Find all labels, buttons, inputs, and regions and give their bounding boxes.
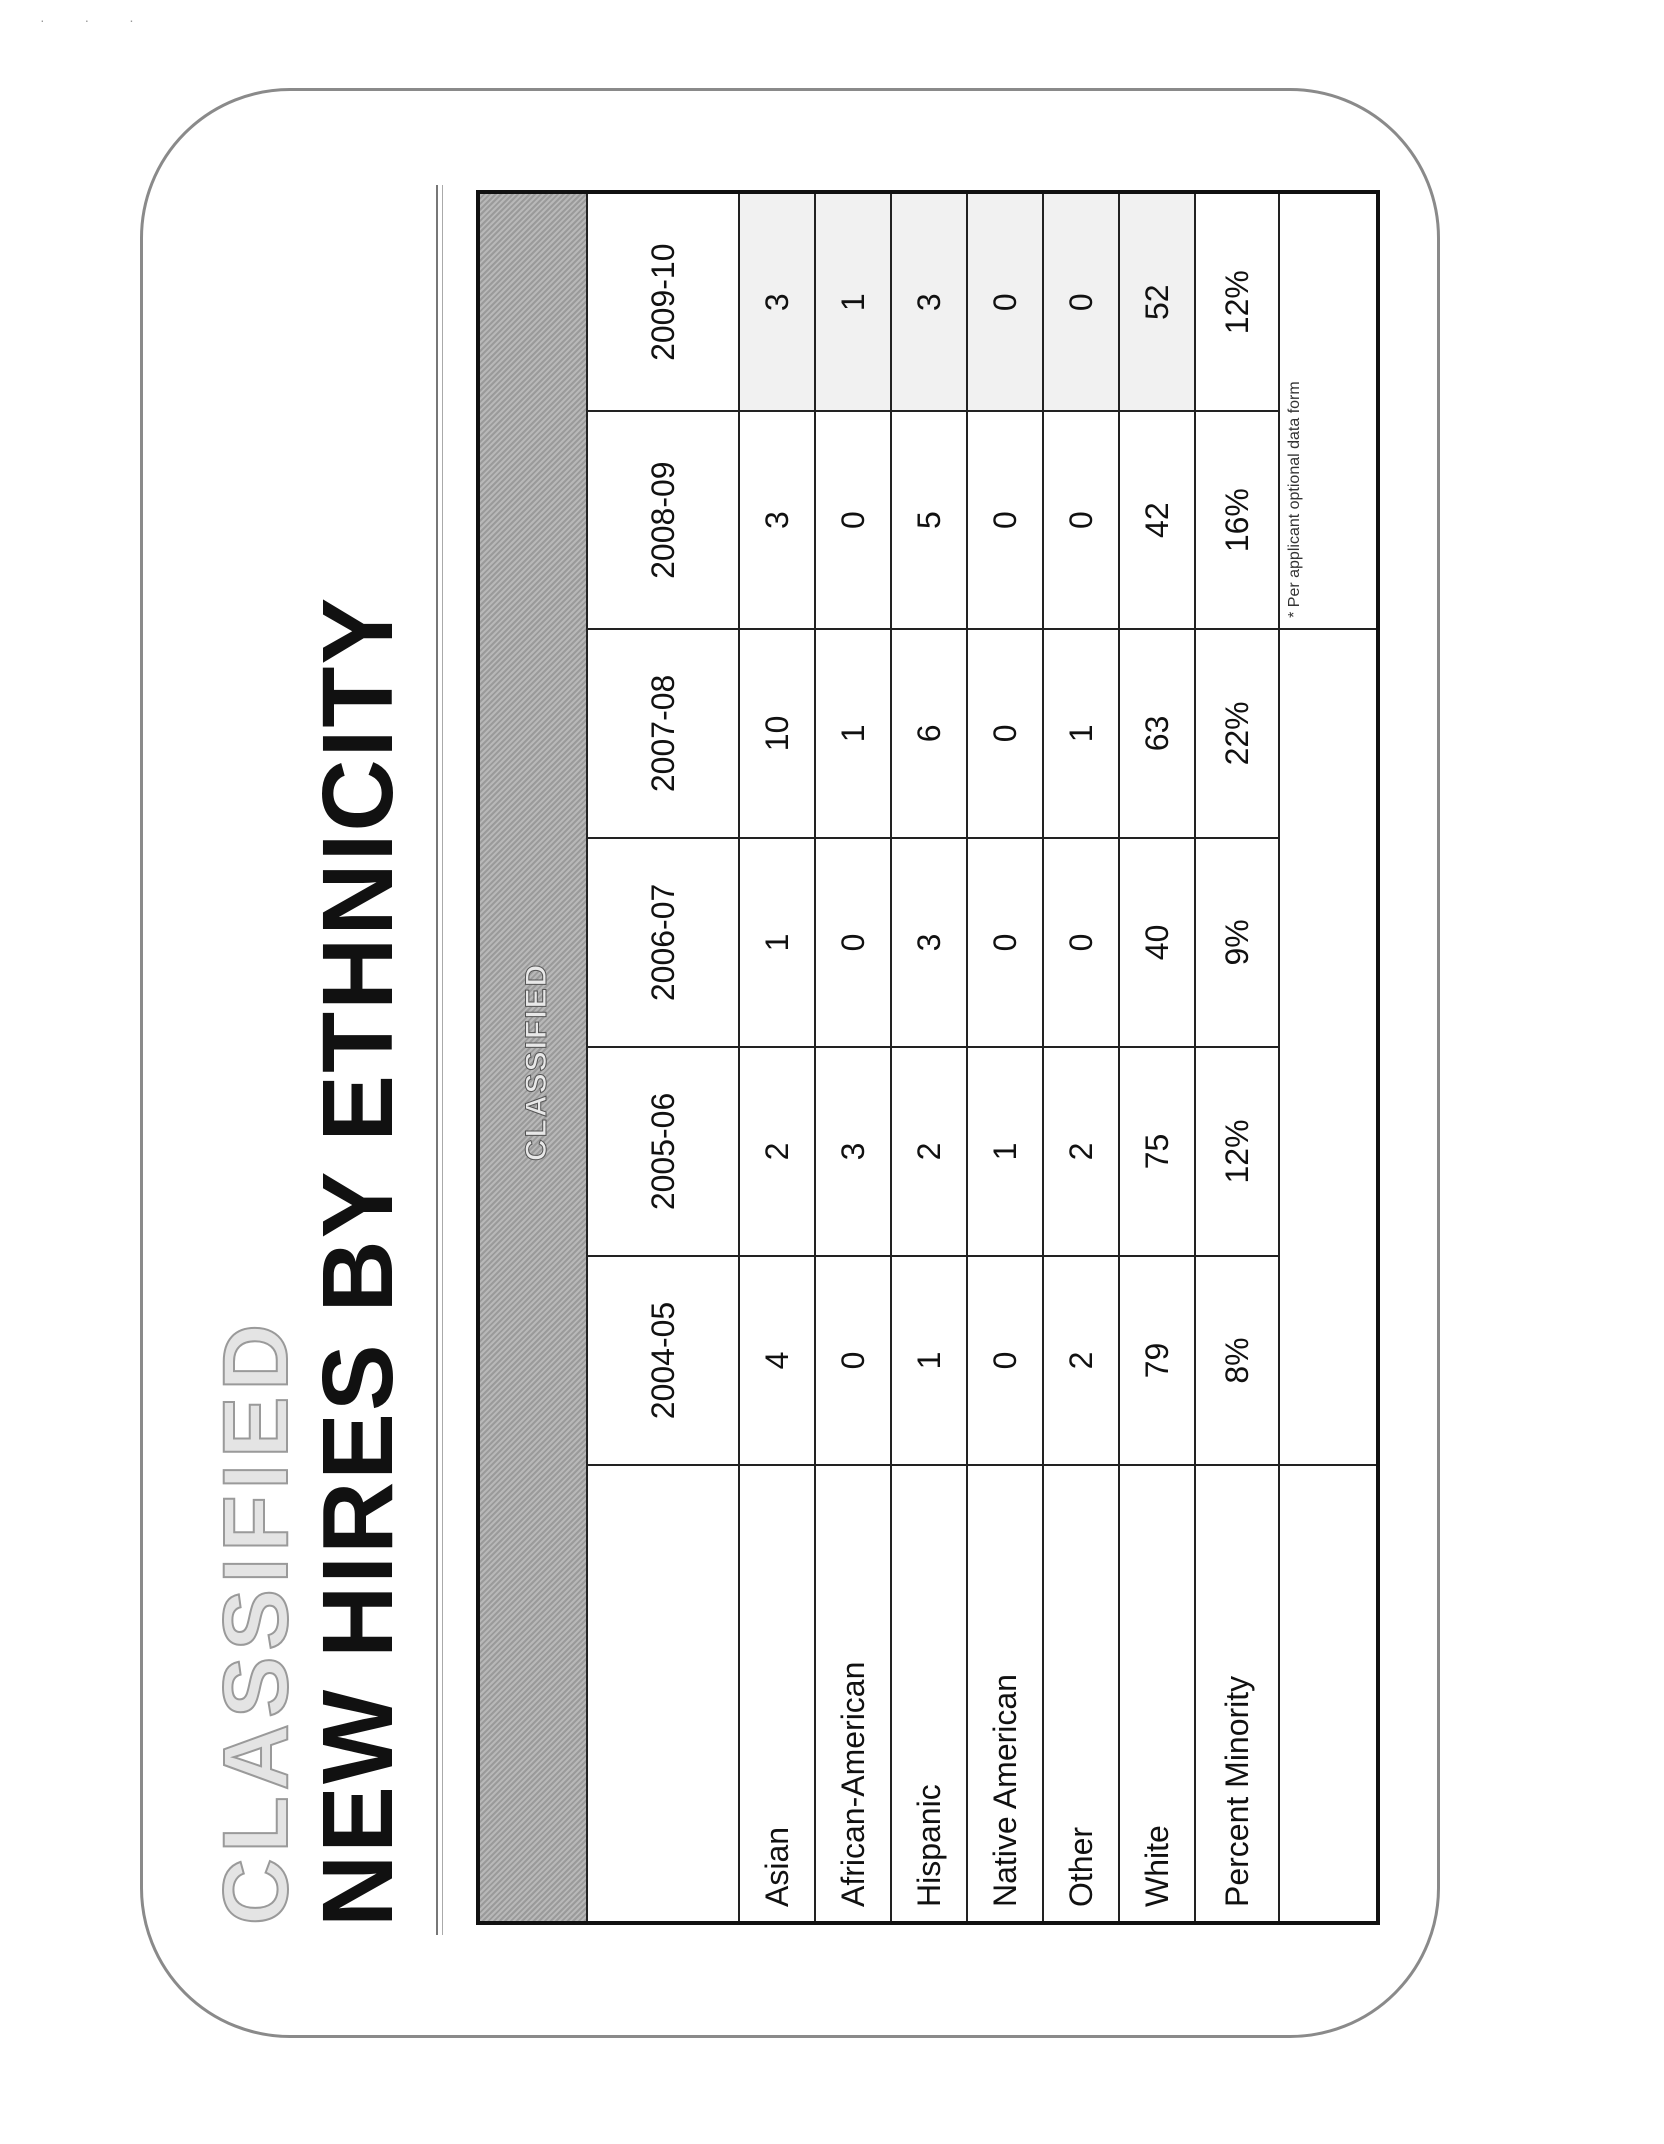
footnote-row: [1279, 192, 1378, 1923]
table-cell: 63: [1119, 629, 1195, 838]
table-cell: 0: [1043, 838, 1119, 1047]
year-header-4: 2008-09: [587, 411, 739, 628]
table-cell: 12%: [1195, 192, 1279, 411]
table-cell: 0: [1043, 411, 1119, 628]
table-cell: 0: [1043, 192, 1119, 411]
row-label: African-American: [815, 1465, 891, 1923]
row-label: Hispanic: [891, 1465, 967, 1923]
page-title: NEW HIRES BY ETHNICITY: [302, 595, 414, 1927]
table-cell: 3: [891, 838, 967, 1047]
year-header-3: 2007-08: [587, 629, 739, 838]
table-cell: 0: [815, 411, 891, 628]
table-cell: 3: [739, 411, 815, 628]
table-cell: 79: [1119, 1256, 1195, 1465]
row-label: Other: [1043, 1465, 1119, 1923]
table-cell: 1: [891, 1256, 967, 1465]
table-band-row: [478, 192, 587, 1923]
table-row-percent-minority: [1195, 192, 1279, 1923]
table-cell: 2: [739, 1047, 815, 1256]
table-cell: 0: [815, 838, 891, 1047]
footnote-blank-cell: [1279, 1465, 1378, 1923]
table-cell: 0: [815, 1256, 891, 1465]
row-label: Percent Minority: [1195, 1465, 1279, 1923]
year-header-2: 2006-07: [587, 838, 739, 1047]
table-cell: 0: [967, 192, 1043, 411]
band-label: CLASSIFIED: [520, 962, 553, 1161]
table-cell: 10: [739, 629, 815, 838]
year-header-0: 2004-05: [587, 1256, 739, 1465]
table-row: [1119, 192, 1195, 1923]
table-cell: 4: [739, 1256, 815, 1465]
table-cell: 9%: [1195, 838, 1279, 1047]
table-cell: 0: [967, 838, 1043, 1047]
footnote-spacer: [1279, 629, 1378, 1465]
table-row: [891, 192, 967, 1923]
table-cell: 0: [967, 629, 1043, 838]
table-cell: 1: [815, 192, 891, 411]
classified-heading: CLASSIFIED: [205, 1318, 307, 1925]
table-cell: 2: [891, 1047, 967, 1256]
footnote-text: * Per applicant optional data form: [1279, 192, 1378, 629]
table-cell: 16%: [1195, 411, 1279, 628]
stub-header-cell: [587, 1465, 739, 1923]
table-cell: 0: [967, 411, 1043, 628]
table-cell: 40: [1119, 838, 1195, 1047]
table-cell: 1: [739, 838, 815, 1047]
table-cell: 6: [891, 629, 967, 838]
table-cell: 42: [1119, 411, 1195, 628]
table-cell: 1: [815, 629, 891, 838]
table-cell: 52: [1119, 192, 1195, 411]
row-label: Asian: [739, 1465, 815, 1923]
table-cell: 3: [815, 1047, 891, 1256]
table-row: [739, 192, 815, 1923]
table-cell: 1: [967, 1047, 1043, 1256]
table-cell: 22%: [1195, 629, 1279, 838]
table-cell: 12%: [1195, 1047, 1279, 1256]
table-row: [1043, 192, 1119, 1923]
title-divider: [436, 185, 443, 1935]
table-row: [967, 192, 1043, 1923]
table-row: [815, 192, 891, 1923]
table-cell: 8%: [1195, 1256, 1279, 1465]
table-cell: 2: [1043, 1047, 1119, 1256]
table-cell: 5: [891, 411, 967, 628]
year-header-1: 2005-06: [587, 1047, 739, 1256]
table-cell: 2: [1043, 1256, 1119, 1465]
band-header-cell: [478, 192, 587, 1923]
table-cell: 3: [739, 192, 815, 411]
table-cell: 0: [967, 1256, 1043, 1465]
year-header-row: [587, 192, 739, 1923]
table-cell: 75: [1119, 1047, 1195, 1256]
scan-specks: · · ·: [40, 12, 152, 28]
rotated-slide: [190, 185, 1380, 1935]
table-cell: 1: [1043, 629, 1119, 838]
new-hires-table: [476, 190, 1380, 1925]
year-header-5: 2009-10: [587, 192, 739, 411]
row-label: White: [1119, 1465, 1195, 1923]
row-label: Native American: [967, 1465, 1043, 1923]
table-cell: 3: [891, 192, 967, 411]
